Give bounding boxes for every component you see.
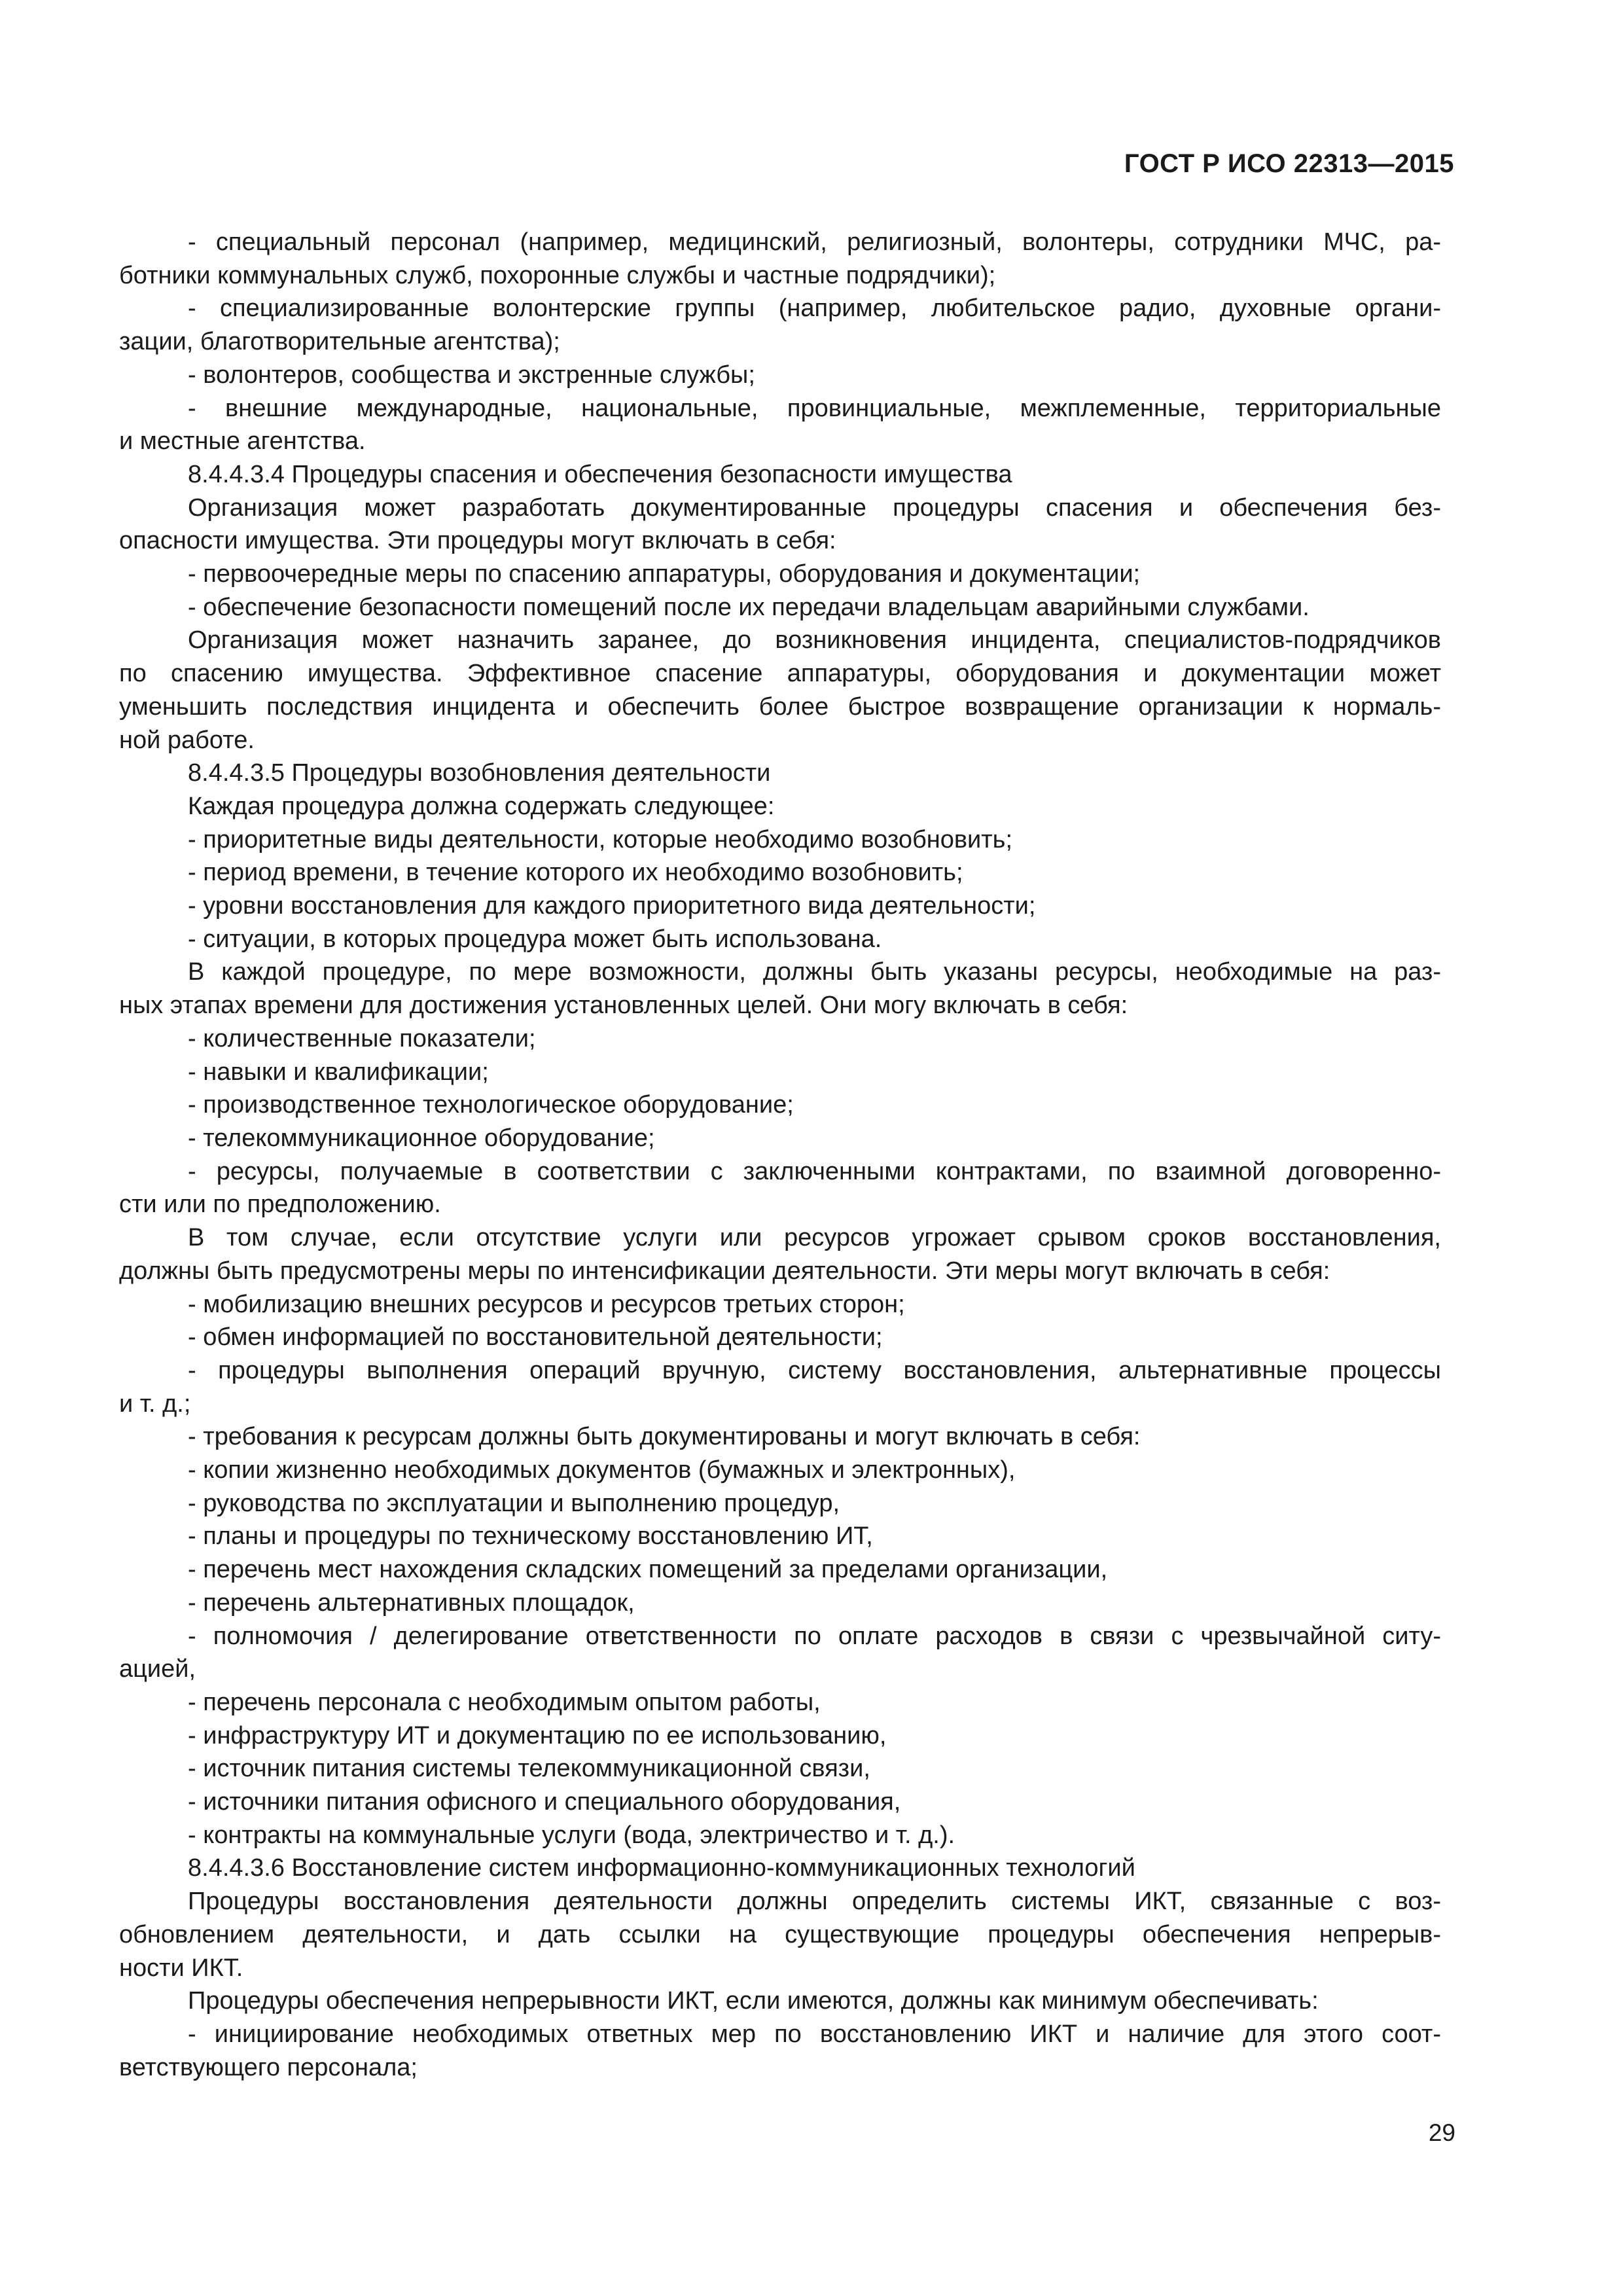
- text-line: Организация может разработать документированные процедуры спасения и обеспечения без-: [188, 493, 1441, 522]
- text-line: - количественные показатели;: [188, 1024, 536, 1052]
- text-line: - планы и процедуры по техническому восстановлению ИТ,: [188, 1522, 873, 1551]
- text-line: уменьшить последствия инцидента и обеспечить более быстрое возвращение организации к нормаль-: [119, 692, 1441, 721]
- text-line: и т. д.;: [119, 1390, 191, 1418]
- text-line: Процедуры обеспечения непрерывности ИКТ, если имеются, должны как минимум обеспечивать:: [188, 1987, 1319, 2015]
- document-header-standard-id: ГОСТ Р ИСО 22313—2015: [1124, 149, 1454, 178]
- text-line: должны быть предусмотрены меры по интенсификации деятельности. Эти меры могут включать в себя:: [119, 1257, 1330, 1285]
- text-line: - мобилизацию внешних ресурсов и ресурсов третьих сторон;: [188, 1290, 905, 1318]
- text-line: - полномочия / делегирование ответственности по оплате расходов в связи с чрезвычайной ситу-: [188, 1622, 1441, 1650]
- text-line: и местные агентства.: [119, 427, 366, 456]
- text-line: ветствующего персонала;: [119, 2053, 418, 2081]
- text-line: 8.4.4.3.5 Процедуры возобновления деятельности: [188, 759, 771, 787]
- text-line: - процедуры выполнения операций вручную, систему восстановления, альтернативные процессы: [188, 1356, 1441, 1384]
- text-line: - волонтеров, сообщества и экстренные службы;: [188, 361, 755, 389]
- text-line: зации, благотворительные агентства);: [119, 328, 560, 356]
- text-line: - телекоммуникационное оборудование;: [188, 1124, 655, 1152]
- text-line: ных этапах времени для достижения установленных целей. Они могу включать в себя:: [119, 992, 1128, 1020]
- text-line: 8.4.4.3.4 Процедуры спасения и обеспечения безопасности имущества: [188, 460, 1012, 488]
- text-line: - навыки и квалификации;: [188, 1058, 489, 1086]
- text-line: - перечень альтернативных площадок,: [188, 1588, 635, 1617]
- text-line: - ситуации, в которых процедура может быть использована.: [188, 925, 882, 953]
- text-line: - специализированные волонтерские группы (например, любительское радио, духовные органи-: [188, 295, 1441, 323]
- text-line: - инициирование необходимых ответных мер по восстановлению ИКТ и наличие для этого соот-: [188, 2020, 1441, 2048]
- text-line: - внешние международные, национальные, провинциальные, межплеменные, территориальные: [188, 394, 1441, 422]
- text-line: Процедуры восстановления деятельности должны определить системы ИКТ, связанные с воз-: [188, 1888, 1441, 1916]
- document-body-text: [119, 226, 1441, 2084]
- text-line: - копии жизненно необходимых документов (бумажных и электронных),: [188, 1456, 1016, 1484]
- text-line: - первоочередные меры по спасению аппаратуры, оборудования и документации;: [188, 560, 1141, 588]
- text-line: - период времени, в течение которого их необходимо возобновить;: [188, 859, 963, 887]
- text-line: Организация может назначить заранее, до возникновения инцидента, специалистов-подрядчиков: [188, 626, 1441, 655]
- text-line: - ресурсы, получаемые в соответствии с заключенными контрактами, по взаимной договоренно-: [188, 1157, 1441, 1185]
- text-line: ботники коммунальных служб, похоронные службы и частные подрядчики);: [119, 261, 996, 289]
- text-line: - перечень персонала с необходимым опытом работы,: [188, 1688, 821, 1716]
- text-line: сти или по предположению.: [119, 1191, 441, 1219]
- text-line: ацией,: [119, 1655, 196, 1683]
- text-line: - уровни восстановления для каждого приоритетного вида деятельности;: [188, 892, 1036, 920]
- text-line: - приоритетные виды деятельности, которые необходимо возобновить;: [188, 825, 1013, 853]
- text-line: 8.4.4.3.6 Восстановление систем информационно-коммуникационных технологий: [188, 1854, 1135, 1882]
- text-line: - руководства по эксплуатации и выполнению процедур,: [188, 1489, 840, 1517]
- text-line: - контракты на коммунальные услуги (вода, электричество и т. д.).: [188, 1821, 955, 1849]
- text-line: В том случае, если отсутствие услуги или ресурсов угрожает срывом сроков восстановления,: [188, 1224, 1441, 1252]
- text-line: - специальный персонал (например, медицинский, религиозный, волонтеры, сотрудники МЧС, ра-: [188, 228, 1441, 256]
- text-line: Каждая процедура должна содержать следующее:: [188, 792, 775, 820]
- text-line: - требования к ресурсам должны быть документированы и могут включать в себя:: [188, 1423, 1141, 1451]
- text-line: - перечень мест нахождения складских помещений за пределами организации,: [188, 1556, 1108, 1584]
- text-line: - инфраструктуру ИТ и документацию по ее использованию,: [188, 1721, 887, 1749]
- text-line: В каждой процедуре, по мере возможности, должны быть указаны ресурсы, необходимые на раз-: [188, 958, 1441, 986]
- page-number: 29: [1428, 2119, 1455, 2146]
- text-line: - обеспечение безопасности помещений после их передачи владельцам аварийными службами.: [188, 593, 1310, 621]
- text-line: - обмен информацией по восстановительной деятельности;: [188, 1323, 883, 1352]
- text-line: обновлением деятельности, и дать ссылки на существующие процедуры обеспечения непрерыв-: [119, 1920, 1441, 1948]
- text-line: - источник питания системы телекоммуникационной связи,: [188, 1755, 870, 1783]
- text-line: по спасению имущества. Эффективное спасение аппаратуры, оборудования и документации может: [119, 660, 1441, 688]
- text-line: - производственное технологическое оборудование;: [188, 1091, 794, 1119]
- text-line: опасности имущества. Эти процедуры могут включать в себя:: [119, 527, 836, 555]
- text-line: ности ИКТ.: [119, 1954, 243, 1982]
- text-line: - источники питания офисного и специального оборудования,: [188, 1788, 901, 1816]
- text-line: ной работе.: [119, 726, 255, 754]
